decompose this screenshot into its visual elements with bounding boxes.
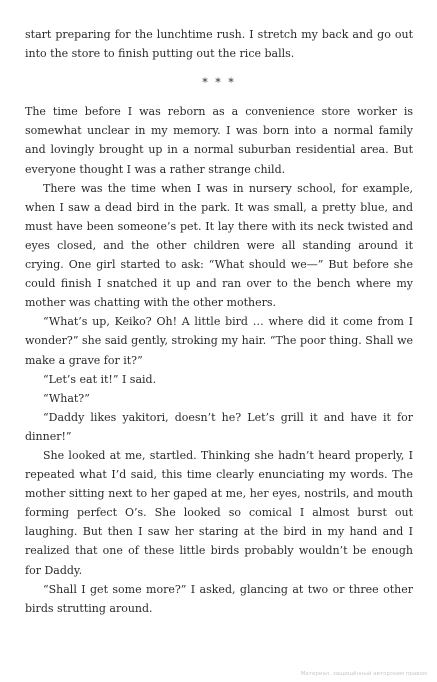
paragraph-7: She looked at me, startled. Thinking she hadn’t heard properly, I repeated what I’d said, this time clearly enunciating my words. The mother sitting next to her gaped at me, her eyes, nostrils, and mouth forming perfect O’s. She looked so comical I almost burst out laughing. But then I saw her staring at the bird in my hand and I realized that one of these little birds probably wouldn’t be enough for Daddy.	[25, 448, 413, 577]
paragraph-1: The time before I was reborn as a convenience store worker is somewhat unclear in my memory. I was born into a normal family and lovingly brought up in a normal suburban residential area. But everyone thought I was a rather strange child.	[25, 105, 413, 176]
paragraph-6: “Daddy likes yakitori, doesn’t he? Let’s grill it and have it for dinner!”	[25, 410, 413, 443]
copyright-watermark: Материал, защищённый авторским правом	[300, 671, 427, 677]
book-page	[25, 25, 413, 618]
paragraph-8: “Shall I get some more?” I asked, glancing at two or three other birds strutting around.	[25, 582, 413, 615]
paragraph-2: There was the time when I was in nursery school, for example, when I saw a dead bird in the park. It was small, a pretty blue, and must have been someone’s pet. It lay there with its neck twisted and eyes closed, and the other children were all standing around it crying. One girl started to ask: “What should we—” But before she could finish I snatched it up and ran over to the bench where my mother was chatting with the other mothers.	[25, 181, 413, 310]
paragraph-3: “What’s up, Keiko? Oh! A little bird … where did it come from I wonder?” she said gently, stroking my hair. “The poor thing. Shall we make a grave for it?”	[25, 315, 413, 367]
scene-break: * * *	[202, 76, 236, 90]
paragraph-continuation: start preparing for the lunchtime rush. I stretch my back and go out into the store to finish putting out the rice balls.	[25, 28, 413, 61]
paragraph-4: “Let’s eat it!” I said.	[43, 372, 157, 386]
paragraph-5: “What?”	[43, 391, 90, 405]
